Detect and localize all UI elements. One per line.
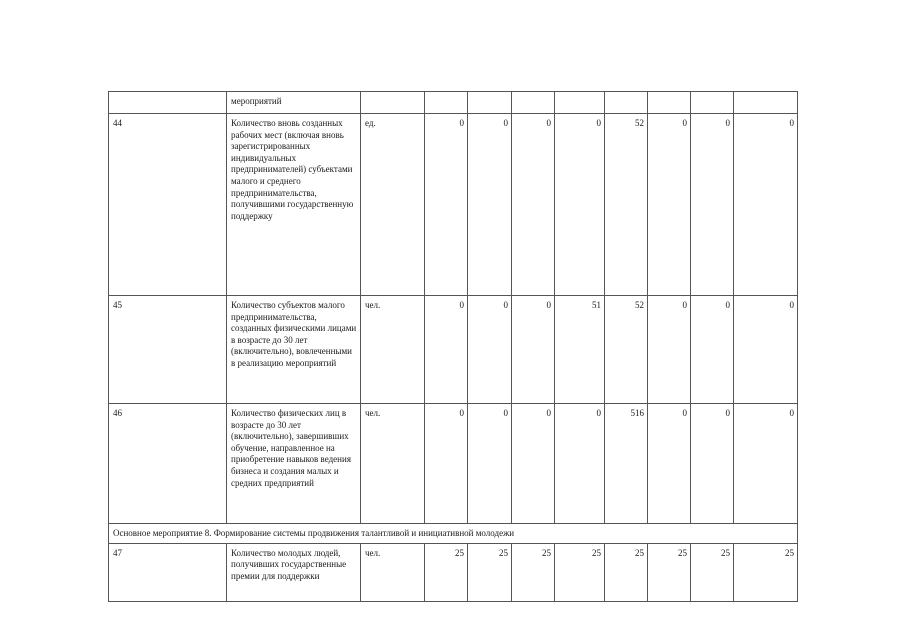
cell-value (555, 92, 605, 114)
cell-value: 0 (648, 296, 691, 404)
cell-value: 0 (734, 404, 798, 524)
cell-no: 47 (109, 543, 227, 601)
cell-value (425, 92, 468, 114)
cell-value: 0 (691, 296, 734, 404)
cell-value: 0 (512, 296, 555, 404)
cell-value (512, 92, 555, 114)
cell-value: 25 (605, 543, 648, 601)
cell-value: 52 (605, 114, 648, 296)
cell-no: 44 (109, 114, 227, 296)
cell-value: 0 (468, 296, 512, 404)
cell-value: 0 (734, 296, 798, 404)
cell-value (468, 92, 512, 114)
cell-indicator: мероприятий (227, 92, 361, 114)
cell-value: 0 (648, 114, 691, 296)
table-row (109, 404, 798, 524)
cell-value: 0 (468, 114, 512, 296)
table-row (109, 114, 798, 296)
cell-value: 0 (468, 404, 512, 524)
section-row (109, 524, 798, 544)
cell-value: 0 (425, 114, 468, 296)
cell-unit: ед. (361, 114, 425, 296)
cell-value: 0 (425, 296, 468, 404)
cell-value: 25 (555, 543, 605, 601)
cell-indicator: Количество физических лиц в возрасте до 30 лет (включительно), завершивших обучение, направленное на приобретение навыков ведения бизнеса и создания малых и средних предприятий (227, 404, 361, 524)
cell-value: 0 (555, 114, 605, 296)
cell-value: 0 (691, 114, 734, 296)
cell-value: 0 (734, 114, 798, 296)
cell-indicator: Количество вновь созданных рабочих мест (включая вновь зарегистрированных индивидуальных предпринимателей) субъектами малого и среднего предпринимательства, получившими государственную поддержку (227, 114, 361, 296)
cell-value (691, 92, 734, 114)
cell-unit (361, 92, 425, 114)
cell-no: 45 (109, 296, 227, 404)
cell-value: 0 (691, 404, 734, 524)
section-heading: Основное мероприятие 8. Формирование системы продвижения талантливой и инициативной молодежи (109, 524, 798, 544)
table-row (109, 543, 798, 601)
cell-value: 25 (425, 543, 468, 601)
cell-value (648, 92, 691, 114)
cell-unit: чел. (361, 296, 425, 404)
cell-value: 516 (605, 404, 648, 524)
cell-value: 25 (648, 543, 691, 601)
cell-value (605, 92, 648, 114)
table-row (109, 296, 798, 404)
cell-value: 0 (555, 404, 605, 524)
cell-value: 25 (512, 543, 555, 601)
cell-indicator: Количество молодых людей, получивших государственные премии для поддержки (227, 543, 361, 601)
cell-value: 0 (425, 404, 468, 524)
cell-unit: чел. (361, 543, 425, 601)
cell-value: 25 (734, 543, 798, 601)
table-row-continuation (109, 92, 798, 114)
cell-unit: чел. (361, 404, 425, 524)
cell-value: 52 (605, 296, 648, 404)
cell-value: 0 (512, 114, 555, 296)
cell-value: 25 (468, 543, 512, 601)
cell-indicator: Количество субъектов малого предпринимательства, созданных физическими лицами в возрасте до 30 лет (включительно), вовлеченными в реализацию мероприятий (227, 296, 361, 404)
cell-value: 0 (648, 404, 691, 524)
cell-value: 51 (555, 296, 605, 404)
cell-no: 46 (109, 404, 227, 524)
cell-value (734, 92, 798, 114)
indicators-table (108, 91, 798, 602)
cell-value: 0 (512, 404, 555, 524)
cell-no (109, 92, 227, 114)
cell-value: 25 (691, 543, 734, 601)
